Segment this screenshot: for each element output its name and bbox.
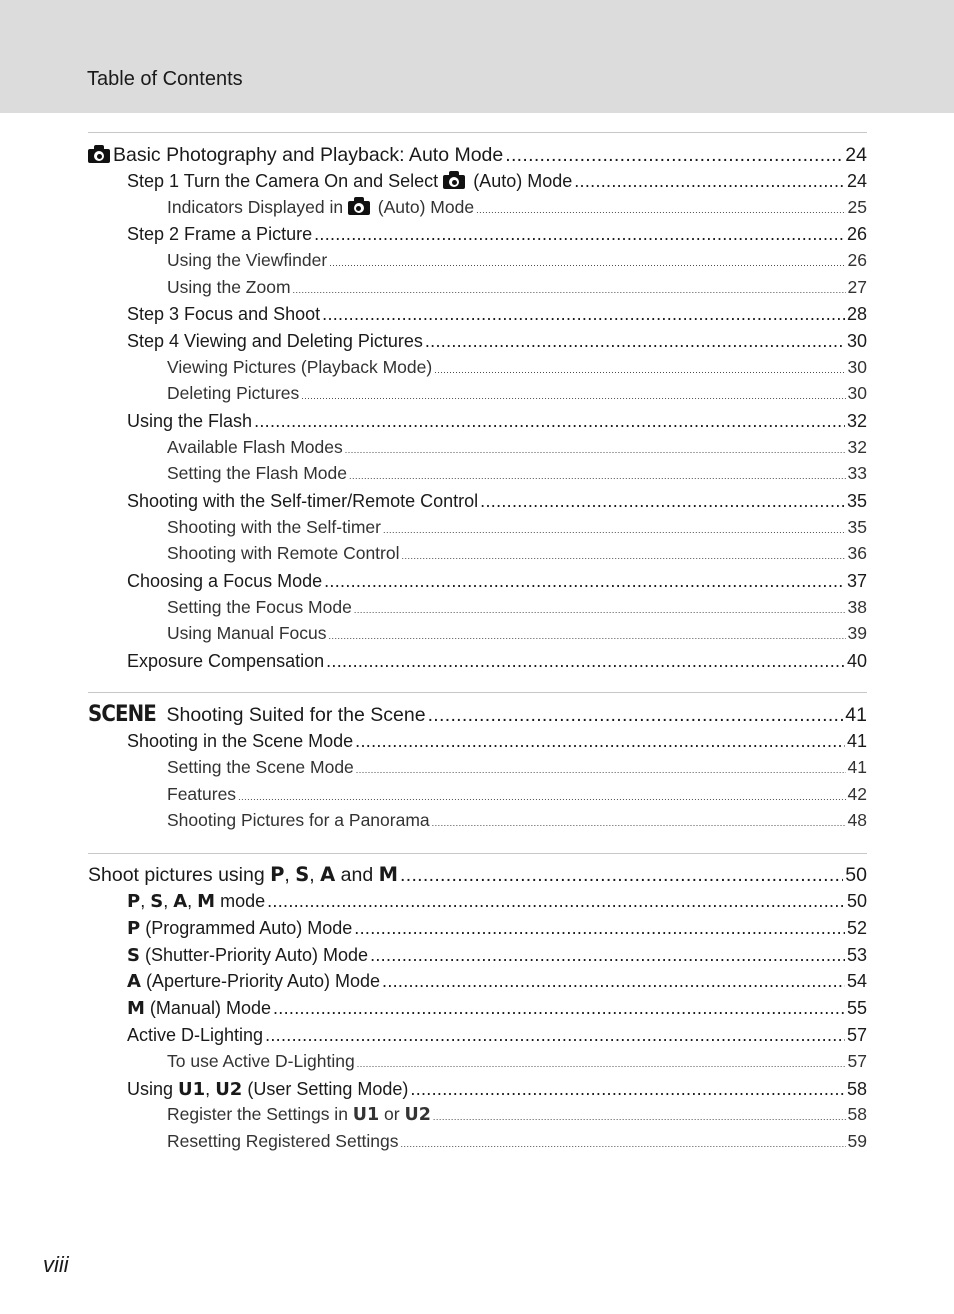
toc-entry[interactable] [88, 650, 867, 672]
toc-page-number: 53 [846, 945, 867, 965]
toc-page-number: 55 [846, 998, 867, 1018]
toc-entry-text: (Auto) Mode [372, 197, 475, 217]
toc-page-number: 24 [845, 144, 867, 166]
dot-leader [383, 520, 846, 541]
toc-entry[interactable] [88, 1131, 867, 1155]
toc-entry-text: Register the Settings in U1 or U2 [167, 1104, 431, 1125]
toc-entry[interactable] [88, 890, 867, 913]
toc-entry-title [167, 383, 299, 404]
toc-page-number: 25 [847, 197, 867, 217]
toc-entry-text: Choosing a Focus Mode [127, 571, 323, 591]
toc-entry-title [127, 570, 322, 592]
toc-entry-title [127, 330, 423, 352]
toc-page-number: 35 [847, 517, 867, 537]
toc-page-number: 50 [846, 891, 867, 911]
toc-page-number: 52 [846, 918, 867, 938]
toc-entry-title [127, 410, 252, 432]
header-title: Table of Contents [87, 68, 243, 90]
toc-entry[interactable] [88, 1024, 867, 1046]
dot-leader [267, 890, 845, 912]
dot-leader [322, 303, 845, 325]
dot-leader [357, 1054, 846, 1075]
dot-leader [345, 440, 846, 461]
toc-entry[interactable] [88, 543, 867, 567]
toc-entry-text: Step 3 Focus and Shoot [127, 304, 321, 324]
dot-leader [293, 280, 846, 301]
toc-page-number: 32 [846, 411, 867, 431]
toc-entry-text: Setting the Flash Mode [167, 463, 347, 483]
toc-entry-title [127, 650, 324, 672]
dot-leader [326, 650, 845, 672]
toc-page-number: 40 [846, 651, 867, 671]
toc-entry[interactable] [88, 730, 867, 752]
toc-entry-title [167, 784, 236, 805]
dot-leader [410, 1078, 845, 1100]
dot-leader [401, 1134, 846, 1155]
toc-page-number: 30 [846, 331, 867, 351]
dot-leader [476, 200, 845, 221]
dot-leader [265, 1024, 845, 1046]
toc-page-number: 50 [845, 864, 867, 886]
toc-page-number: 57 [846, 1025, 867, 1045]
section-divider [88, 692, 867, 693]
dot-leader [354, 917, 845, 939]
toc-entry-text: M (Manual) Mode [127, 998, 271, 1019]
toc-page-number: 28 [846, 304, 867, 324]
toc-entry[interactable] [88, 170, 867, 192]
dot-leader [329, 626, 846, 647]
toc-page-number: 42 [847, 784, 867, 804]
toc-entry-title [127, 303, 320, 325]
dot-leader [428, 703, 844, 727]
toc-entry-title [167, 1104, 431, 1126]
toc-entry-text: Available Flash Modes [167, 437, 343, 457]
camera-icon [443, 171, 465, 189]
dot-leader [370, 944, 845, 966]
toc-entry-text: Indicators Displayed in [167, 197, 348, 217]
toc-page-number: 30 [847, 357, 867, 377]
dot-leader [401, 546, 845, 567]
toc-entry-text: A (Aperture-Priority Auto) Mode [127, 971, 381, 992]
toc-entry[interactable] [88, 330, 867, 352]
toc-entry-title [127, 997, 271, 1020]
dot-leader [433, 1107, 846, 1128]
dot-leader [324, 570, 845, 592]
toc-entry-title [167, 437, 343, 458]
toc-page-number: 32 [847, 437, 867, 457]
toc-entry-title [127, 1078, 408, 1101]
section-divider [88, 132, 867, 133]
toc-entry[interactable] [88, 703, 867, 727]
page-header [0, 0, 954, 113]
dot-leader [355, 730, 845, 752]
toc-entry[interactable] [88, 410, 867, 432]
toc-page-number: 30 [847, 383, 867, 403]
toc-page-number: 58 [847, 1104, 867, 1124]
toc-entry-title [127, 1024, 263, 1046]
toc-entry-title [167, 810, 430, 831]
camera-icon [88, 145, 110, 163]
toc-entry-title [167, 757, 354, 778]
toc-page-number: 54 [846, 971, 867, 991]
toc-entry-title [127, 970, 380, 993]
toc-page-number: 58 [846, 1079, 867, 1099]
toc-entry-text: (Auto) Mode [468, 171, 573, 191]
toc-entry-text: Shooting with the Self-timer/Remote Control [127, 491, 479, 511]
toc-page-number: 24 [846, 171, 867, 191]
scene-icon: SCENE [88, 702, 156, 727]
toc-page-number: 57 [847, 1051, 867, 1071]
toc-entry-title [167, 1051, 355, 1072]
toc-entry[interactable] [88, 623, 867, 647]
toc-entry-title [167, 250, 327, 271]
toc-entry-text: Setting the Focus Mode [167, 597, 352, 617]
toc-entry[interactable] [88, 810, 867, 834]
toc-entry-text: Shooting Suited for the Scene [166, 704, 426, 726]
toc-entry-text: Step 4 Viewing and Deleting Pictures [127, 331, 423, 351]
toc-entry[interactable] [88, 1051, 867, 1075]
dot-leader [301, 386, 845, 407]
toc-entry[interactable] [88, 757, 867, 781]
toc-entry[interactable] [88, 570, 867, 592]
toc-page-number: 26 [846, 224, 867, 244]
toc-page-number: 41 [845, 704, 867, 726]
toc-entry-text: Viewing Pictures (Playback Mode) [167, 357, 433, 377]
toc-entry[interactable] [88, 517, 867, 541]
dot-leader [425, 330, 845, 352]
toc-entry-text: Shooting in the Scene Mode [127, 731, 354, 751]
toc-entry[interactable] [88, 277, 867, 301]
dot-leader [273, 997, 845, 1019]
toc-entry[interactable] [88, 784, 867, 808]
toc-entry-text: Shoot pictures using P, S, A and M [88, 863, 399, 886]
toc-entry[interactable] [88, 303, 867, 325]
dot-leader [505, 143, 843, 167]
toc-entry[interactable] [88, 463, 867, 487]
camera-icon [348, 197, 370, 215]
toc-page-number: 39 [847, 623, 867, 643]
toc-entry-title [167, 1131, 399, 1152]
toc-entry[interactable] [88, 223, 867, 245]
toc-page-number: 37 [846, 571, 867, 591]
dot-leader [400, 863, 843, 887]
toc-entry-text: Using the Viewfinder [167, 250, 328, 270]
toc-page-number: 48 [847, 810, 867, 830]
dot-leader [382, 970, 845, 992]
dot-leader [574, 170, 845, 192]
toc-entry-text: To use Active D-Lighting [167, 1051, 355, 1071]
toc-entry-text: P, S, A, M mode [127, 891, 266, 912]
toc-entry[interactable] [88, 1078, 867, 1101]
dot-leader [254, 410, 845, 432]
toc-entry-text: Resetting Registered Settings [167, 1131, 399, 1151]
toc-entry-text: Using Manual Focus [167, 623, 327, 643]
toc-page-number: 36 [847, 543, 867, 563]
toc-entry-text: S (Shutter-Priority Auto) Mode [127, 945, 369, 966]
toc-entry-title [167, 463, 347, 484]
toc-entry-title [127, 223, 312, 245]
toc-entry[interactable] [88, 597, 867, 621]
toc-entry[interactable] [88, 944, 867, 967]
toc-entry[interactable] [88, 383, 867, 407]
toc-entry-text: Using U1, U2 (User Setting Mode) [127, 1079, 409, 1100]
toc-page-number: 41 [846, 731, 867, 751]
toc-entry[interactable] [88, 863, 867, 887]
dot-leader [349, 466, 846, 487]
toc-entry-text: Shooting Pictures for a Panorama [167, 810, 430, 830]
dot-leader [356, 760, 846, 781]
toc-entry-title [127, 490, 478, 512]
toc-entry[interactable] [88, 917, 867, 940]
toc-entry-text: Shooting with Remote Control [167, 543, 400, 563]
dot-leader [314, 223, 845, 245]
toc-entry-text: Active D-Lighting [127, 1025, 264, 1045]
toc-entry[interactable] [88, 197, 867, 221]
toc-entry-title [167, 623, 327, 644]
toc-entry-title [167, 277, 291, 298]
dot-leader [434, 360, 845, 381]
toc-entry[interactable] [88, 490, 867, 512]
toc-page-number: 26 [847, 250, 867, 270]
toc-entry[interactable] [88, 357, 867, 381]
section-divider [88, 853, 867, 854]
toc-page-number: 59 [847, 1131, 867, 1151]
toc-entry[interactable] [88, 437, 867, 461]
toc-entry-title [167, 517, 381, 538]
toc-entry-text: Basic Photography and Playback: Auto Mode [113, 144, 504, 166]
toc-entry-title [88, 863, 398, 887]
toc-entry-text: P (Programmed Auto) Mode [127, 918, 353, 939]
toc-entry-text: Exposure Compensation [127, 651, 325, 671]
toc-entry-text: Step 1 Turn the Camera On and Select [127, 171, 444, 191]
toc-page-number: 35 [846, 491, 867, 511]
toc-entry-title [127, 944, 368, 967]
toc-entry-text: Features [167, 784, 237, 804]
dot-leader [432, 813, 846, 834]
toc-entry-title [167, 597, 352, 618]
toc-page-number: 41 [847, 757, 867, 777]
toc-entry-title [88, 703, 426, 727]
toc-entry[interactable] [88, 970, 867, 993]
dot-leader [329, 253, 845, 274]
toc-entry[interactable] [88, 143, 867, 167]
toc-page-number: 27 [847, 277, 867, 297]
toc-entry-title [127, 730, 353, 752]
toc-entry-title [127, 170, 572, 192]
toc-entry-title [88, 143, 503, 167]
dot-leader [238, 787, 845, 808]
toc-entry-title [127, 890, 265, 913]
toc-entry[interactable] [88, 250, 867, 274]
toc-entry[interactable] [88, 997, 867, 1020]
toc-entry-text: Deleting Pictures [167, 383, 300, 403]
toc-page-number: 38 [847, 597, 867, 617]
dot-leader [480, 490, 845, 512]
toc-entry-title [127, 917, 352, 940]
page-number: viii [43, 1252, 69, 1277]
toc-entry[interactable] [88, 1104, 867, 1128]
toc-entry-text: Using the Zoom [167, 277, 291, 297]
toc-entry-text: Using the Flash [127, 411, 253, 431]
toc-entry-title [167, 357, 432, 378]
dot-leader [354, 600, 846, 621]
toc-entry-text: Setting the Scene Mode [167, 757, 354, 777]
toc-page-number: 33 [847, 463, 867, 483]
toc-entry-text: Shooting with the Self-timer [167, 517, 381, 537]
toc-entry-title [167, 543, 399, 564]
toc-entry-title [167, 197, 474, 218]
toc-entry-text: Step 2 Frame a Picture [127, 224, 313, 244]
